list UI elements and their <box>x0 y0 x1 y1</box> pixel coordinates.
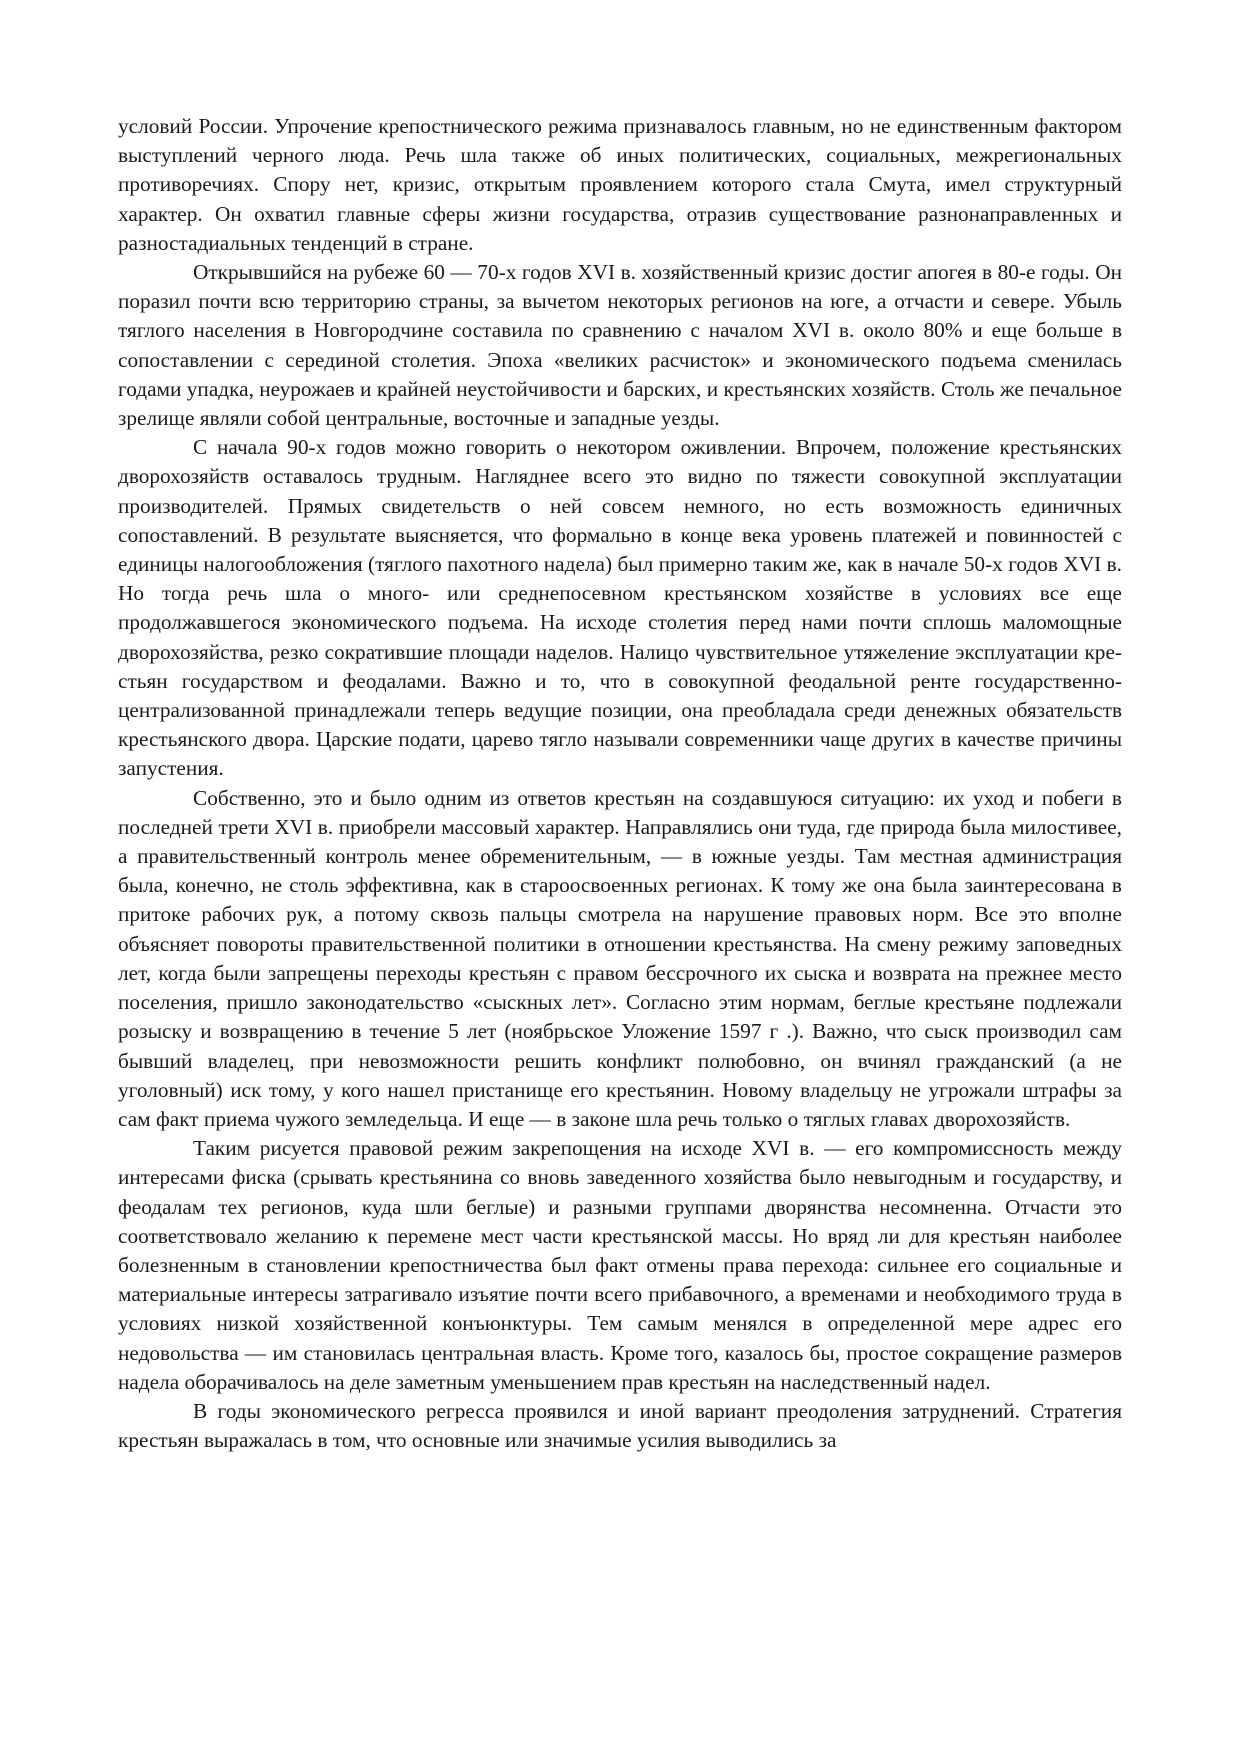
paragraph-5: Таким рисуется правовой режим закрепощения на исходе XVI в. — его компромиссность между интересами фиска (срывать крестьянина со вновь заведенного хозяйства было невыгодным и государству, и феодалам тех регионов, куда шли беглые) и разными группами дворянства несомненна. Отчасти это соответствовало желанию к перемене мест части крестьянской массы. Но вряд ли для крестьян наиболее болезненным в становлении крепостничества был факт отмены права перехода: сильнее его социальные и материальные интересы затрагивало изъятие почти всего прибавочного, а временами и необходимого труда в условиях низкой хозяйственной конъюнктуры. Тем самым менялся в определенной мере адрес его недовольства — им становилась центральная власть. Кроме того, казалось бы, простое сокращение размеров надела оборачивалось на деле заметным уменьшением прав крестьян на наследственный надел. <box>118 1136 1122 1394</box>
paragraph-2: Открывшийся на рубеже 60 — 70-х годов XVI в. хозяйственный кризис достиг апогея в 80-е годы. Он поразил почти всю территорию страны, за вычетом некоторых регионов на юге, а отчасти и севере. Убыль тяглого населения в Новгородчине составила по сравнению с началом XVI в. около 80% и еще больше в сопоставлении с серединой столетия. Эпоха «великих расчисток» и экономического подъема сменилась годами упадка, неурожаев и крайней неустойчивости и барских, и крестьянских хозяйств. Столь же печальное зрелище являли собой центральные, восточные и западные уезды. <box>118 260 1122 431</box>
paragraph-1: условий России. Упрочение крепостнического режима признавалось главным, но не единственным фактором выступлений черного люда. Речь шла также об иных политических, социальных, межрегиональных противоречиях. Спору нет, кризис, открытым проявлением которого стала Смута, имел структурный характер. Он охватил главные сферы жизни государства, отразив существование разнонаправленных и разностадиальных тенденций в стране. <box>118 114 1122 255</box>
document-page <box>118 112 1122 1455</box>
paragraph-4: Собственно, это и было одним из ответов крестьян на создавшуюся ситуацию: их уход и побеги в последней трети XVI в. приобрели массовый характер. Направлялись они туда, где природа была милостивее, а правительственный контроль менее обременительным, — в южные уезды. Там местная администрация была, конечно, не столь эффективна, как в староосвоенных регионах. К тому же она была заинтересована в притоке рабочих рук, а потому сквозь пальцы смотрела на нарушение правовых норм. Все это вполне объясняет повороты правительственной политики в отношении крестьянства. На смену режиму заповедных лет, когда были запрещены переходы крестьян с правом бессрочного их сыска и возврата на прежнее место поселения, пришло законодательство «сыскных лет». Согласно этим нормам, беглые крестьяне подлежали розыску и возвращению в течение 5 лет (ноябрьское Уложение 1597 г .). Важно, что сыск производил сам бывший владелец, при невозможности решить конфликт полюбовно, он вчинял гражданский (а не уголовный) иск тому, у кого нашел пристанище его крестьянин. Новому владельцу не угрожали штрафы за сам факт приема чужого земледельца. И еще — в законе шла речь только о тяглых главах дворохозяйств. <box>118 785 1122 1131</box>
paragraph-6: В годы экономического регресса проявился и иной вариант преодоления затруднений. Стратегия крестьян выражалась в том, что основные или значимые усилия выводились за <box>118 1398 1122 1453</box>
paragraph-3: С начала 90-х годов можно говорить о некотором оживлении. Впрочем, положение крестьянских дворохозяйств оставалось трудным. Нагляднее всего это видно по тяжести совокупной эксплуатации производителей. Прямых свидетельств о ней совсем немного, но есть возможность единичных сопоставлений. В результате выясняется, что формально в конце века уровень платежей и повинностей с единицы налогообложения (тяглого пахотного надела) был примерно таким же, как в начале 50-х годов XVI в. Но тогда речь шла о много- или среднепосевном крестьянском хозяйстве в условиях все еще продолжавшегося экономического подъема. На исходе столетия перед нами почти сплошь маломощные дворохозяйства, резко сократившие площади наделов. Налицо чувствительное утяжеление эксплуатации крестьян государством и феодалами. Важно и то, что в совокупной феодальной ренте государственно-централизованной принадлежали теперь ведущие позиции, она преобладала среди денежных обязательств крестьянского двора. Царские подати, царево тягло называли современники чаще других в качестве причины запустения. <box>118 435 1122 781</box>
